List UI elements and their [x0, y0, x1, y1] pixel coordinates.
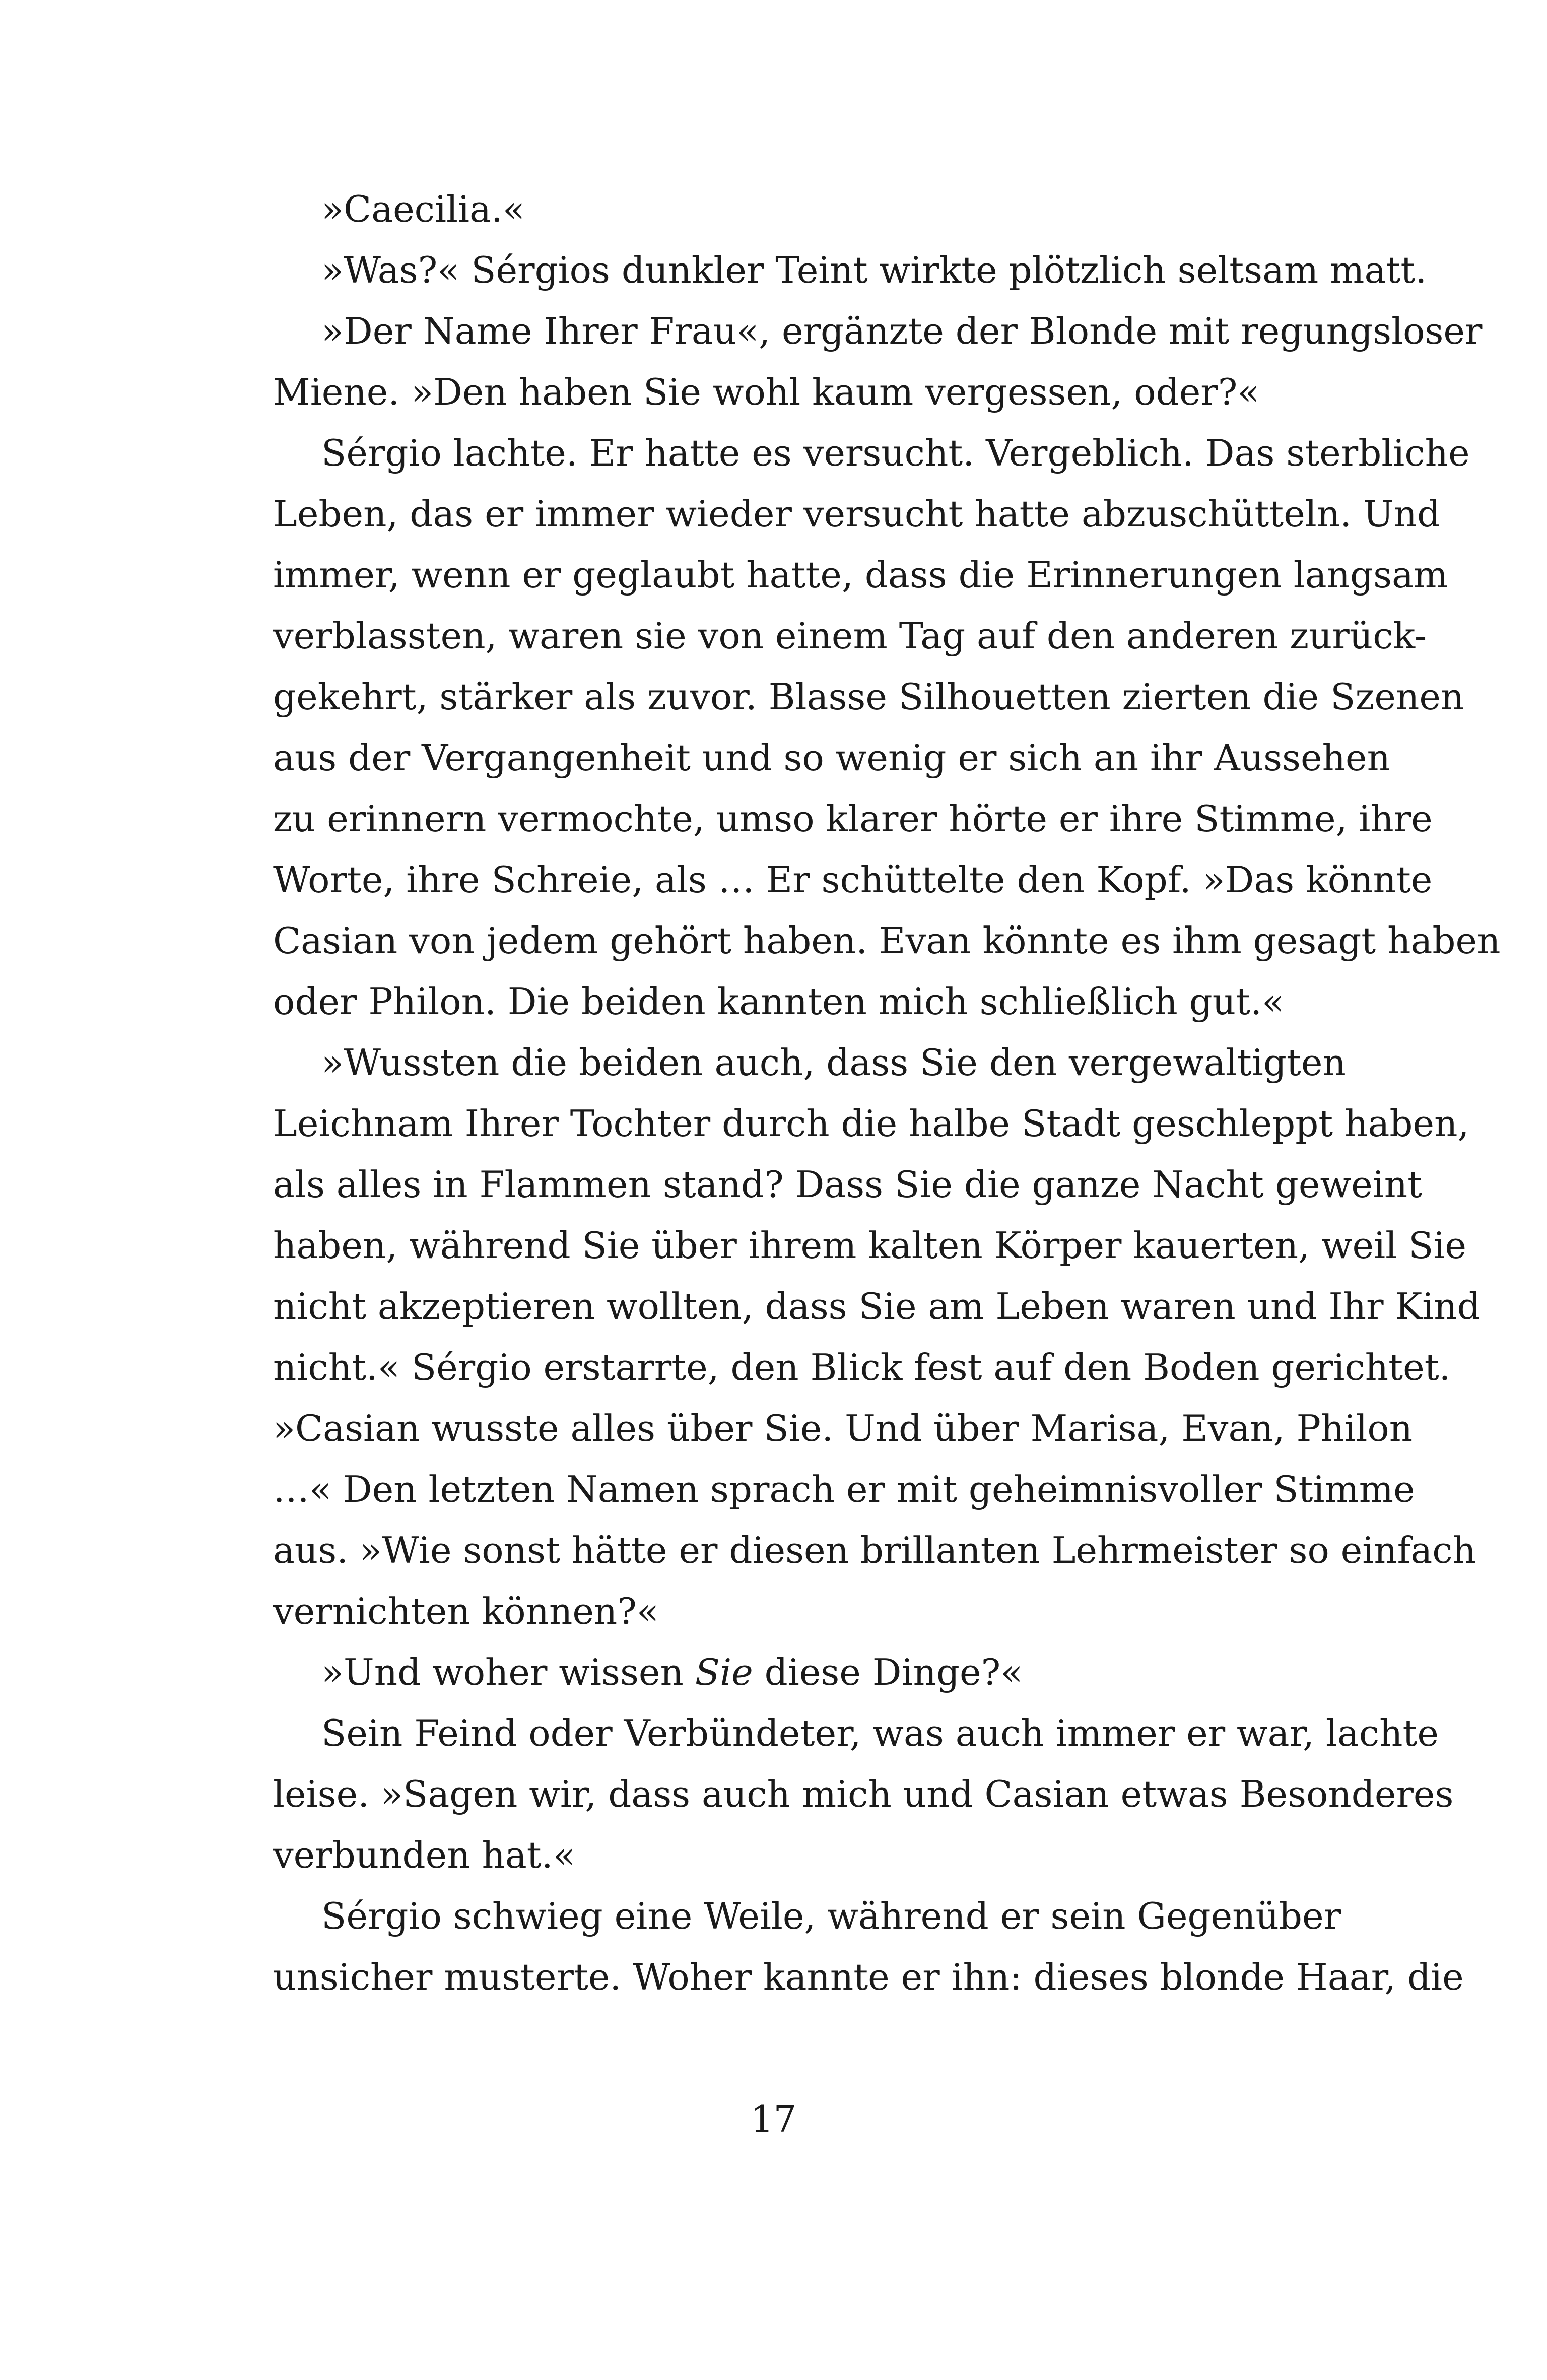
text-line: nicht.« Sérgio erstarrte, den Blick fest auf den Boden gerichtet.	[273, 1346, 1451, 1389]
text-line	[273, 1642, 1340, 1703]
text-line: haben, während Sie über ihrem kalten Körper kauerten, weil Sie	[273, 1224, 1467, 1267]
text-line: verbunden hat.«	[273, 1834, 575, 1876]
text-line: Sérgio schwieg eine Weile, während er sein Gegenüber	[321, 1895, 1341, 1937]
text-line: Casian von jedem gehört haben. Evan könnte es ihm gesagt haben	[273, 919, 1501, 962]
text-line: Miene. »Den haben Sie wohl kaum vergessen, oder?«	[273, 371, 1260, 413]
text-line: aus der Vergangenheit und so wenig er sich an ihr Aussehen	[273, 737, 1390, 779]
text-segment: »Und woher wissen	[321, 1651, 695, 1693]
text-line: »Der Name Ihrer Frau«, ergänzte der Blonde mit regungsloser	[321, 310, 1483, 352]
text-line: Leben, das er immer wieder versucht hatte abzuschütteln. Und	[273, 493, 1441, 535]
text-line: oder Philon. Die beiden kannten mich schließlich gut.«	[273, 980, 1284, 1023]
text-line: Worte, ihre Schreie, als … Er schüttelte den Kopf. »Das könnte	[273, 858, 1433, 901]
body-text	[273, 179, 1501, 2008]
text-line: leise. »Sagen wir, dass auch mich und Casian etwas Besonderes	[273, 1773, 1454, 1815]
text-line: unsicher musterte. Woher kannte er ihn: dieses blonde Haar, die	[273, 1956, 1464, 1998]
text-line: gekehrt, stärker als zuvor. Blasse Silhouetten zierten die Szenen	[273, 676, 1464, 718]
text-line: Leichnam Ihrer Tochter durch die halbe Stadt geschleppt haben,	[273, 1102, 1469, 1145]
text-line: Sein Feind oder Verbündeter, was auch immer er war, lachte	[321, 1712, 1439, 1754]
text-line: »Caecilia.«	[321, 188, 525, 230]
text-line: »Wussten die beiden auch, dass Sie den vergewaltigten	[321, 1041, 1346, 1084]
text-line: Sérgio lachte. Er hatte es versucht. Vergeblich. Das sterbliche	[321, 432, 1470, 474]
text-line: nicht akzeptieren wollten, dass Sie am Leben waren und Ihr Kind	[273, 1285, 1481, 1328]
page-number: 17	[750, 2098, 797, 2140]
text-line: als alles in Flammen stand? Dass Sie die ganze Nacht geweint	[273, 1163, 1423, 1206]
text-line: verblassten, waren sie von einem Tag auf den anderen zurück-	[273, 615, 1427, 657]
text-line: vernichten können?«	[273, 1590, 659, 1632]
text-line: zu erinnern vermochte, umso klarer hörte er ihre Stimme, ihre	[273, 798, 1433, 840]
text-line: …« Den letzten Namen sprach er mit geheimnisvoller Stimme	[273, 1468, 1415, 1510]
text-segment: diese Dinge?«	[753, 1651, 1023, 1693]
text-line: immer, wenn er geglaubt hatte, dass die Erinnerungen langsam	[273, 554, 1448, 596]
emphasis-text: Sie	[695, 1651, 753, 1693]
text-line: »Casian wusste alles über Sie. Und über Marisa, Evan, Philon	[273, 1407, 1413, 1449]
text-line: aus. »Wie sonst hätte er diesen brillanten Lehrmeister so einfach	[273, 1529, 1476, 1571]
text-line: »Was?« Sérgios dunkler Teint wirkte plötzlich seltsam matt.	[321, 249, 1427, 291]
